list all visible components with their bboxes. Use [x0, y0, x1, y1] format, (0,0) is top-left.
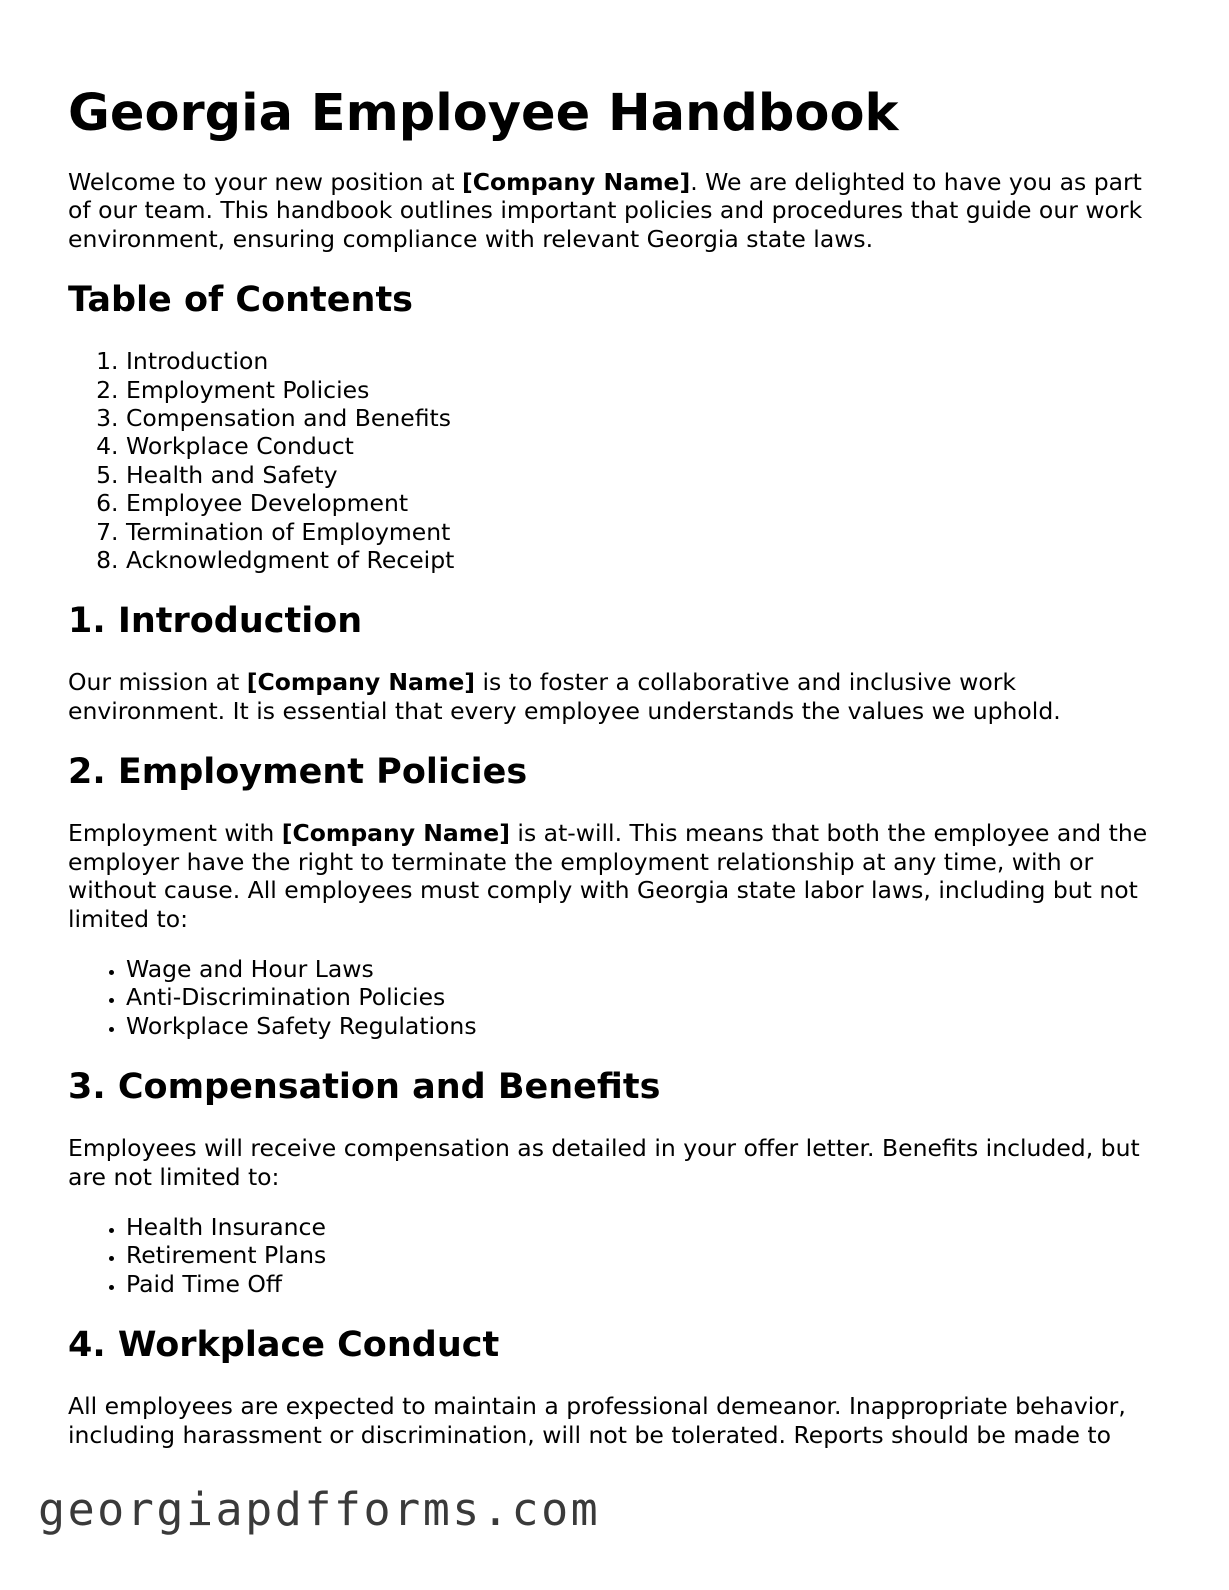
list-item: • Retirement Plans	[126, 1241, 1168, 1269]
toc-item: 3. Compensation and Benefits	[126, 404, 1168, 432]
document-page	[68, 80, 1168, 1449]
toc-list	[68, 347, 1168, 574]
toc-item: 8. Acknowledgment of Receipt	[126, 546, 1168, 574]
section-heading-compensation: 3. Compensation and Benefits	[68, 1067, 661, 1108]
toc-item: 5. Health and Safety	[126, 461, 1168, 489]
employment-policies-paragraph: Employment with [Company Name] is at-will. This means that both the employee and the employer have the right to terminate the employment relationship at any time, with or without cause. All employees must comply with Georgia state labor laws, including but not limited to:	[68, 819, 1148, 933]
toc-item: 1. Introduction	[126, 347, 1168, 375]
section-heading-employment-policies: 2. Employment Policies	[68, 752, 528, 793]
introduction-paragraph: Our mission at [Company Name] is to foster a collaborative and inclusive work environment. It is essential that every employee understands the values we uphold.	[68, 668, 1061, 725]
workplace-conduct-paragraph: All employees are expected to maintain a professional demeanor. Inappropriate behavior, including harassment or discrimination, will not be tolerated. Reports should be made to	[68, 1392, 1126, 1449]
list-item: • Workplace Safety Regulations	[126, 1012, 1168, 1040]
benefits-list	[68, 1213, 1168, 1298]
list-item: • Wage and Hour Laws	[126, 955, 1168, 983]
employment-laws-list	[68, 955, 1168, 1040]
section-heading-workplace-conduct: 4. Workplace Conduct	[68, 1325, 500, 1366]
toc-item: 4. Workplace Conduct	[126, 432, 1168, 460]
compensation-paragraph: Employees will receive compensation as detailed in your offer letter. Benefits included, but are not limited to:	[68, 1134, 1140, 1191]
toc-item: 7. Termination of Employment	[126, 518, 1168, 546]
list-item: • Health Insurance	[126, 1213, 1168, 1241]
toc-heading: Table of Contents	[68, 280, 414, 321]
watermark: georgiapdfforms.com	[38, 1483, 601, 1536]
list-item: • Paid Time Off	[126, 1270, 1168, 1298]
intro-paragraph: Welcome to your new position at [Company Name]. We are delighted to have you as part of our team. This handbook outlines important policies and procedures that guide our work environment, ensuring compliance with relevant Georgia state laws.	[68, 168, 1143, 253]
toc-item: 6. Employee Development	[126, 489, 1168, 517]
company-name-placeholder: [Company Name]	[246, 668, 476, 697]
company-name-placeholder: [Company Name]	[462, 168, 691, 196]
list-item: • Anti-Discrimination Policies	[126, 983, 1168, 1011]
company-name-placeholder: [Company Name]	[281, 819, 510, 848]
section-heading-introduction: 1. Introduction	[68, 601, 363, 642]
document-title: Georgia Employee Handbook	[68, 84, 899, 143]
toc-item: 2. Employment Policies	[126, 376, 1168, 404]
